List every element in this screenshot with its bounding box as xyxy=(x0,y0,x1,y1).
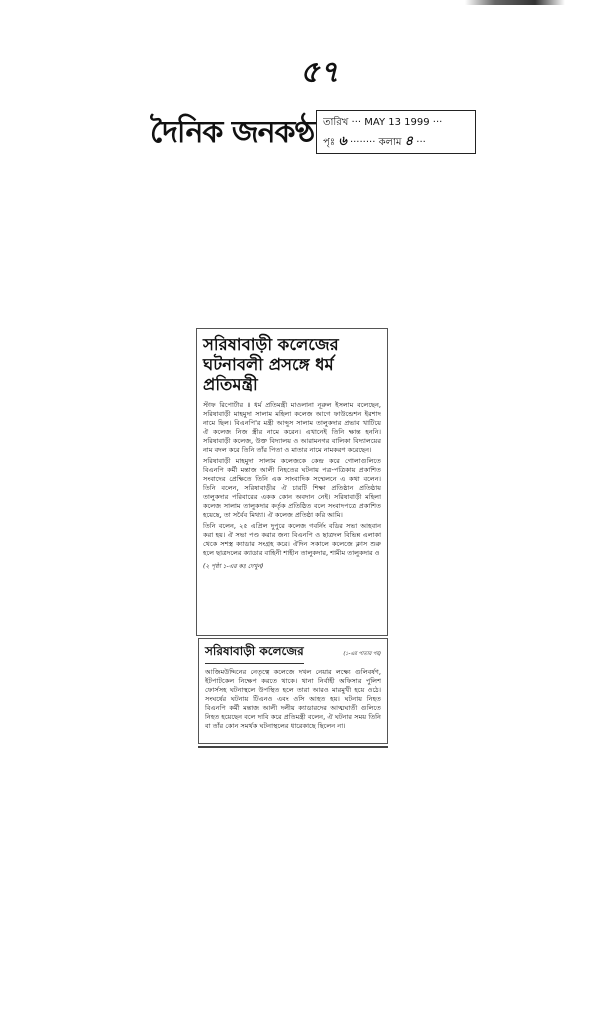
clipping-bottom-rule xyxy=(198,746,388,748)
page-label: পৃঃ xyxy=(323,137,336,148)
article-paragraph: সরিষাবাড়ী মাহমুদা সালাম কলেজকে কেন্দ্র করে গোলাগুলিতে বিএনপি কর্মী মন্তাজ আলী নিহতের ঘটনায় পত্র-পত্রিকায় প্রকাশিত সংবাদের প্রেক্ষিতে তিনি এক সাংবাদিক সম্মেলনে এ কথা বলেন। তিনি বলেন, সরিষাবাড়ীর ঐ চারটি শিক্ষা প্রতিষ্ঠান প্রতিষ্ঠায় তালুকদার পরিবারের একক কোন অবদান নেই। সরিষাবাড়ী মহিলা কলেজ সালাম তালুকদার কর্তৃক প্রতিষ্ঠিত বলে সংবাদপত্রে প্রকাশিত হয়েছে, তা সর্বৈব মিথ্যা। ঐ কলেজ প্রতিষ্ঠা করি আমি। xyxy=(203,457,381,519)
date-row: তারিখ ··· MAY 13 1999 ··· xyxy=(323,117,443,128)
continued-ref: (১-এর পাতার পর) xyxy=(343,651,381,657)
column-value: ৪ xyxy=(404,134,414,149)
continued-headline: সরিষাবাড়ী কলেজের xyxy=(205,643,304,664)
article-clipping xyxy=(196,328,388,636)
newspaper-masthead: দৈনিক জনকণ্ঠ xyxy=(150,115,315,150)
scan-smudge xyxy=(465,0,565,5)
continued-clipping xyxy=(198,638,388,744)
continued-body: আজিমউদ্দিনের নেতৃত্বে কলেজে দখল নেয়ার লক্ষ্যে গুলিবর্ষণ, ইটপাটকেল নিক্ষেপ করতে থাকে। থানা নির্বাহী অফিসার পুলিশ ফোর্সসহ ঘটনাস্থলে উপস্থিত হলে তারা আরও মারমুখী হয়ে ওঠে। সংঘর্ষের ঘটনায় টিএনও এবং ওসি আহত হয়। ঘটনায় নিহত বিএনপি কর্মী মন্তাজ আলী দলীয় ক্যাডারদের আত্মঘাতী গুলিতে নিহত হয়েছেন বলে দাবি করে প্রতিমন্ত্রী বলেন, ঐ ঘটনার সময় তিনি বা তাঁর কোন সমর্থক ঘটনাস্থলের ধারেকাছে ছিলেন না। xyxy=(205,668,381,730)
date-value: MAY 13 1999 xyxy=(364,117,430,128)
article-body xyxy=(203,401,381,558)
date-stamp-box xyxy=(316,110,476,154)
page-value: ৬ xyxy=(338,134,347,149)
page-number: ৫৭ xyxy=(300,55,339,90)
article-paragraph: তিনি বলেন, ২৫ এপ্রিল দুপুরে কলেজ গবর্নিং বডির সভা আহবান করা হয়। ঐ সভা পণ্ড করার জন্য বিএনপি ও ছাত্রদল বিভিন্ন এলাকা থেকে সশস্ত্র ক্যাডার সংগ্রহ করে। ঐদিন সকালে কলেজে ক্লাস শুরু হলে ছাত্রদলের ক্যাডার বাহিনী শাহীন তালুকদার, শামীম তালুকদার ও xyxy=(203,522,381,557)
article-paragraph: স্টাফ রিপোর্টার ॥ ধর্ম প্রতিমন্ত্রী মাওলানা নূরুল ইসলাম বলেছেন, সরিষাবাড়ী মাহমুদা সালাম মহিলা কলেজ আগে ফাউন্ডেশন ইরশাদ নামে ছিল। বিএনপি'র মন্ত্রী আব্দুস সালাম তালুকদার প্রভাব খাটিয়ে ঐ কলেজ নিজ স্ত্রীর নামে করেন। এখানেই তিনি ক্ষান্ত হননি। সরিষাবাড়ী কলেজ, উক্ত বিদ্যালয় ও আরামনগর বালিকা বিদ্যালয়ের নাম বদল করে তিনি তাঁর পিতা ও মাতার নামে নামকরণ করেছেন। xyxy=(203,401,381,454)
page-column-row: পৃঃ ৬ ········ কলাম ৪ ··· xyxy=(323,134,426,149)
continuation-note: (২ পৃষ্ঠা ১-এর কঃ দেখুন) xyxy=(203,563,264,570)
continued-header xyxy=(205,643,381,664)
article-headline: সরিষাবাড়ী কলেজের ঘটনাবলী প্রসঙ্গে ধর্ম প্রতিমন্ত্রী xyxy=(203,335,339,394)
column-label: কলাম xyxy=(378,137,402,148)
date-label: তারিখ xyxy=(323,117,349,128)
